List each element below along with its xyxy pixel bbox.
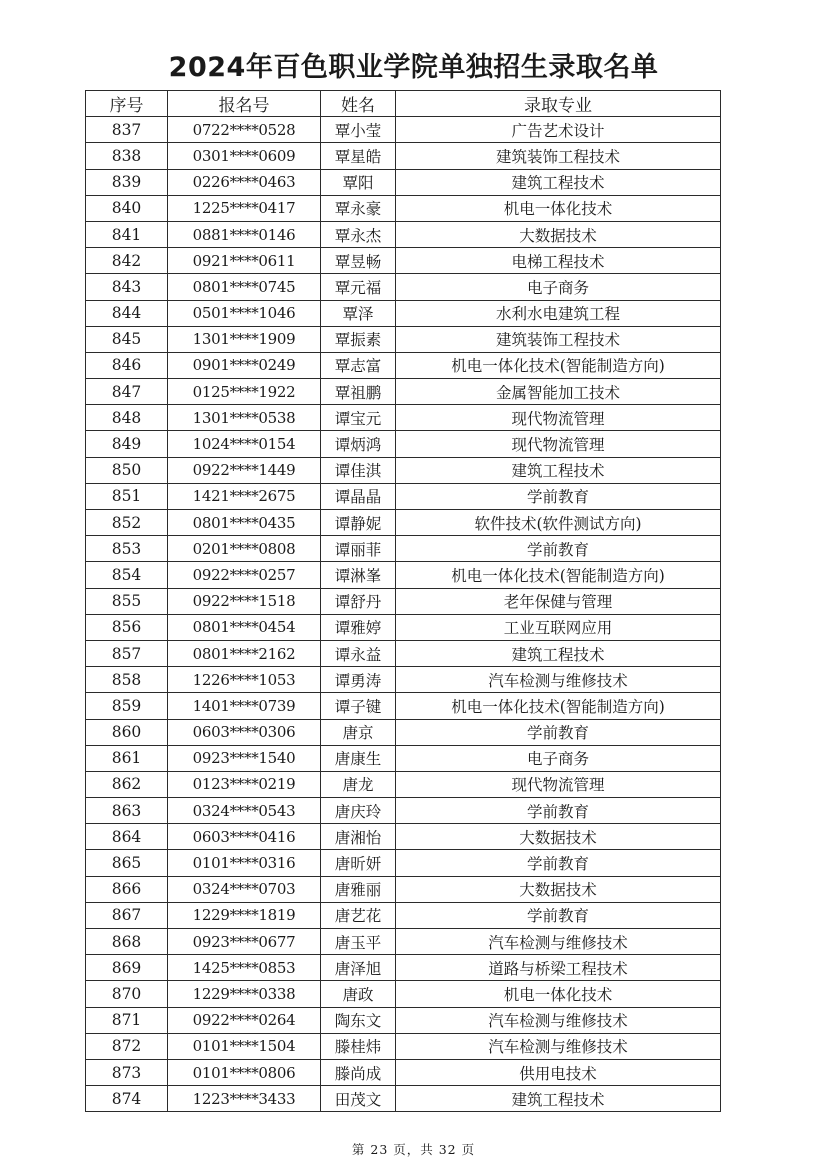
cell-name: 滕桂炜 xyxy=(321,1033,396,1059)
table-row xyxy=(86,221,721,247)
cell-major: 电梯工程技术 xyxy=(396,248,721,274)
cell-name: 唐雅丽 xyxy=(321,876,396,902)
cell-name: 覃永杰 xyxy=(321,221,396,247)
cell-seq: 839 xyxy=(86,169,168,195)
page-number-footer: 第 23 页，共 32 页 xyxy=(351,1142,476,1157)
cell-reg-no: 0921****0611 xyxy=(168,248,321,274)
cell-major: 机电一体化技术(智能制造方向) xyxy=(396,562,721,588)
cell-name: 谭淋峯 xyxy=(321,562,396,588)
cell-major: 广告艺术设计 xyxy=(396,117,721,143)
cell-name: 陶东文 xyxy=(321,1007,396,1033)
cell-reg-no: 0922****0257 xyxy=(168,562,321,588)
admission-table xyxy=(85,90,721,1112)
cell-name: 谭丽菲 xyxy=(321,536,396,562)
cell-reg-no: 0801****0745 xyxy=(168,274,321,300)
cell-seq: 869 xyxy=(86,955,168,981)
cell-name: 覃振素 xyxy=(321,326,396,352)
cell-name: 谭晶晶 xyxy=(321,483,396,509)
cell-major: 学前教育 xyxy=(396,719,721,745)
cell-seq: 844 xyxy=(86,300,168,326)
table-row xyxy=(86,352,721,378)
cell-reg-no: 0123****0219 xyxy=(168,771,321,797)
table-row xyxy=(86,326,721,352)
table-row xyxy=(86,902,721,928)
cell-name: 田茂文 xyxy=(321,1086,396,1112)
cell-name: 覃元福 xyxy=(321,274,396,300)
table-row xyxy=(86,640,721,666)
cell-reg-no: 0301****0609 xyxy=(168,143,321,169)
cell-major: 机电一体化技术 xyxy=(396,981,721,1007)
cell-major: 软件技术(软件测试方向) xyxy=(396,510,721,536)
cell-seq: 845 xyxy=(86,326,168,352)
table-row xyxy=(86,169,721,195)
cell-major: 大数据技术 xyxy=(396,876,721,902)
cell-reg-no: 1425****0853 xyxy=(168,955,321,981)
cell-seq: 859 xyxy=(86,693,168,719)
cell-reg-no: 0125****1922 xyxy=(168,379,321,405)
cell-name: 覃泽 xyxy=(321,300,396,326)
table-row xyxy=(86,981,721,1007)
cell-major: 大数据技术 xyxy=(396,824,721,850)
table-row xyxy=(86,955,721,981)
cell-seq: 857 xyxy=(86,640,168,666)
cell-seq: 854 xyxy=(86,562,168,588)
cell-reg-no: 1024****0154 xyxy=(168,431,321,457)
cell-name: 覃阳 xyxy=(321,169,396,195)
cell-name: 覃星皓 xyxy=(321,143,396,169)
cell-seq: 847 xyxy=(86,379,168,405)
cell-reg-no: 1301****1909 xyxy=(168,326,321,352)
cell-seq: 852 xyxy=(86,510,168,536)
cell-major: 汽车检测与维修技术 xyxy=(396,1033,721,1059)
cell-name: 唐玉平 xyxy=(321,929,396,955)
cell-seq: 874 xyxy=(86,1086,168,1112)
cell-seq: 871 xyxy=(86,1007,168,1033)
table-row xyxy=(86,536,721,562)
cell-name: 谭宝元 xyxy=(321,405,396,431)
cell-major: 供用电技术 xyxy=(396,1059,721,1085)
cell-reg-no: 0801****0454 xyxy=(168,614,321,640)
cell-seq: 846 xyxy=(86,352,168,378)
table-row xyxy=(86,614,721,640)
cell-reg-no: 0922****1449 xyxy=(168,457,321,483)
cell-reg-no: 1223****3433 xyxy=(168,1086,321,1112)
table-row xyxy=(86,1059,721,1085)
cell-major: 汽车检测与维修技术 xyxy=(396,667,721,693)
cell-name: 谭佳淇 xyxy=(321,457,396,483)
table-row xyxy=(86,588,721,614)
table-row xyxy=(86,719,721,745)
cell-major: 电子商务 xyxy=(396,745,721,771)
cell-reg-no: 0922****1518 xyxy=(168,588,321,614)
cell-major: 学前教育 xyxy=(396,483,721,509)
table-row xyxy=(86,1086,721,1112)
cell-reg-no: 0603****0416 xyxy=(168,824,321,850)
cell-seq: 858 xyxy=(86,667,168,693)
table-row xyxy=(86,798,721,824)
cell-reg-no: 1226****1053 xyxy=(168,667,321,693)
table-row xyxy=(86,824,721,850)
cell-reg-no: 0923****1540 xyxy=(168,745,321,771)
cell-name: 唐艺花 xyxy=(321,902,396,928)
cell-seq: 873 xyxy=(86,1059,168,1085)
cell-seq: 864 xyxy=(86,824,168,850)
table-row xyxy=(86,929,721,955)
cell-reg-no: 0603****0306 xyxy=(168,719,321,745)
cell-name: 覃志富 xyxy=(321,352,396,378)
cell-major: 工业互联网应用 xyxy=(396,614,721,640)
cell-seq: 861 xyxy=(86,745,168,771)
cell-seq: 856 xyxy=(86,614,168,640)
cell-major: 建筑工程技术 xyxy=(396,169,721,195)
cell-major: 学前教育 xyxy=(396,902,721,928)
cell-seq: 853 xyxy=(86,536,168,562)
table-row xyxy=(86,274,721,300)
cell-reg-no: 0881****0146 xyxy=(168,221,321,247)
cell-major: 学前教育 xyxy=(396,536,721,562)
cell-reg-no: 0226****0463 xyxy=(168,169,321,195)
cell-name: 唐庆玲 xyxy=(321,798,396,824)
cell-major: 汽车检测与维修技术 xyxy=(396,1007,721,1033)
cell-name: 谭永益 xyxy=(321,640,396,666)
cell-major: 机电一体化技术(智能制造方向) xyxy=(396,693,721,719)
cell-seq: 860 xyxy=(86,719,168,745)
column-header-name: 姓名 xyxy=(321,91,396,117)
cell-reg-no: 0101****1504 xyxy=(168,1033,321,1059)
cell-major: 水利水电建筑工程 xyxy=(396,300,721,326)
cell-seq: 838 xyxy=(86,143,168,169)
cell-seq: 841 xyxy=(86,221,168,247)
table-row xyxy=(86,693,721,719)
cell-seq: 843 xyxy=(86,274,168,300)
cell-reg-no: 0901****0249 xyxy=(168,352,321,378)
table-row xyxy=(86,248,721,274)
table-row xyxy=(86,117,721,143)
cell-reg-no: 1225****0417 xyxy=(168,195,321,221)
cell-seq: 855 xyxy=(86,588,168,614)
cell-reg-no: 0923****0677 xyxy=(168,929,321,955)
cell-major: 机电一体化技术 xyxy=(396,195,721,221)
cell-name: 覃永豪 xyxy=(321,195,396,221)
cell-reg-no: 0501****1046 xyxy=(168,300,321,326)
cell-reg-no: 0324****0703 xyxy=(168,876,321,902)
cell-reg-no: 0922****0264 xyxy=(168,1007,321,1033)
cell-major: 金属智能加工技术 xyxy=(396,379,721,405)
cell-seq: 866 xyxy=(86,876,168,902)
cell-major: 建筑装饰工程技术 xyxy=(396,326,721,352)
cell-major: 机电一体化技术(智能制造方向) xyxy=(396,352,721,378)
cell-name: 覃昱畅 xyxy=(321,248,396,274)
page-title: 2024年百色职业学院单独招生录取名单 xyxy=(168,52,659,83)
table-row xyxy=(86,876,721,902)
cell-reg-no: 0101****0316 xyxy=(168,850,321,876)
cell-seq: 867 xyxy=(86,902,168,928)
cell-reg-no: 0801****0435 xyxy=(168,510,321,536)
cell-seq: 851 xyxy=(86,483,168,509)
cell-reg-no: 0201****0808 xyxy=(168,536,321,562)
table-row xyxy=(86,431,721,457)
cell-major: 大数据技术 xyxy=(396,221,721,247)
cell-name: 谭雅婷 xyxy=(321,614,396,640)
table-row xyxy=(86,562,721,588)
cell-reg-no: 0101****0806 xyxy=(168,1059,321,1085)
cell-name: 谭舒丹 xyxy=(321,588,396,614)
cell-name: 唐龙 xyxy=(321,771,396,797)
cell-seq: 850 xyxy=(86,457,168,483)
cell-reg-no: 0801****2162 xyxy=(168,640,321,666)
cell-name: 滕尚成 xyxy=(321,1059,396,1085)
table-row xyxy=(86,745,721,771)
cell-seq: 862 xyxy=(86,771,168,797)
cell-reg-no: 1229****1819 xyxy=(168,902,321,928)
cell-major: 现代物流管理 xyxy=(396,405,721,431)
cell-seq: 837 xyxy=(86,117,168,143)
table-row xyxy=(86,1033,721,1059)
cell-seq: 872 xyxy=(86,1033,168,1059)
table-row xyxy=(86,195,721,221)
cell-seq: 840 xyxy=(86,195,168,221)
cell-reg-no: 1401****0739 xyxy=(168,693,321,719)
cell-reg-no: 0722****0528 xyxy=(168,117,321,143)
table-row xyxy=(86,1007,721,1033)
cell-seq: 868 xyxy=(86,929,168,955)
cell-major: 建筑工程技术 xyxy=(396,640,721,666)
cell-name: 覃祖鹏 xyxy=(321,379,396,405)
cell-major: 现代物流管理 xyxy=(396,431,721,457)
cell-major: 学前教育 xyxy=(396,850,721,876)
cell-name: 唐泽旭 xyxy=(321,955,396,981)
cell-seq: 863 xyxy=(86,798,168,824)
table-row xyxy=(86,405,721,431)
cell-name: 覃小莹 xyxy=(321,117,396,143)
table-row xyxy=(86,457,721,483)
cell-seq: 842 xyxy=(86,248,168,274)
cell-reg-no: 1421****2675 xyxy=(168,483,321,509)
cell-name: 唐京 xyxy=(321,719,396,745)
cell-seq: 870 xyxy=(86,981,168,1007)
table-row xyxy=(86,143,721,169)
table-row xyxy=(86,300,721,326)
cell-major: 学前教育 xyxy=(396,798,721,824)
cell-name: 谭子键 xyxy=(321,693,396,719)
table-row xyxy=(86,379,721,405)
table-row xyxy=(86,850,721,876)
cell-name: 唐昕妍 xyxy=(321,850,396,876)
cell-name: 唐政 xyxy=(321,981,396,1007)
table-row xyxy=(86,510,721,536)
cell-seq: 865 xyxy=(86,850,168,876)
cell-reg-no: 0324****0543 xyxy=(168,798,321,824)
cell-major: 建筑装饰工程技术 xyxy=(396,143,721,169)
cell-name: 谭勇涛 xyxy=(321,667,396,693)
cell-seq: 849 xyxy=(86,431,168,457)
cell-seq: 848 xyxy=(86,405,168,431)
cell-reg-no: 1301****0538 xyxy=(168,405,321,431)
column-header-major: 录取专业 xyxy=(396,91,721,117)
column-header-reg-no: 报名号 xyxy=(168,91,321,117)
cell-name: 唐康生 xyxy=(321,745,396,771)
table-row xyxy=(86,483,721,509)
column-header-seq: 序号 xyxy=(86,91,168,117)
cell-major: 现代物流管理 xyxy=(396,771,721,797)
cell-major: 建筑工程技术 xyxy=(396,1086,721,1112)
cell-major: 道路与桥梁工程技术 xyxy=(396,955,721,981)
cell-major: 老年保健与管理 xyxy=(396,588,721,614)
table-body xyxy=(86,117,721,1112)
cell-reg-no: 1229****0338 xyxy=(168,981,321,1007)
table-row xyxy=(86,771,721,797)
cell-major: 汽车检测与维修技术 xyxy=(396,929,721,955)
cell-name: 谭静妮 xyxy=(321,510,396,536)
table-row xyxy=(86,667,721,693)
cell-name: 谭炳鸿 xyxy=(321,431,396,457)
table-header-row xyxy=(86,91,721,117)
cell-major: 电子商务 xyxy=(396,274,721,300)
cell-name: 唐湘怡 xyxy=(321,824,396,850)
cell-major: 建筑工程技术 xyxy=(396,457,721,483)
